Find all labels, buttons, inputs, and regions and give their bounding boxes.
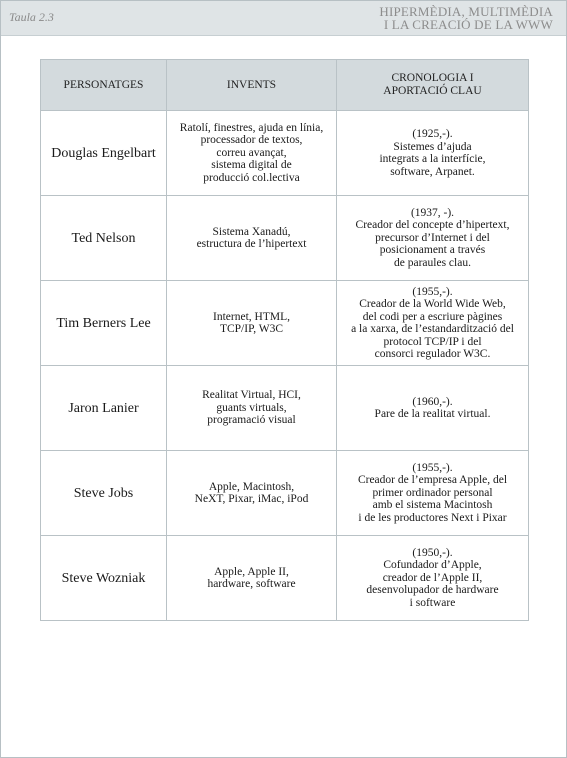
person-name: Steve Jobs <box>41 451 167 536</box>
chronology-cell: (1925,-). Sistemes d’ajuda integrats a la interfície, software, Arpanet. <box>337 111 529 196</box>
person-name: Jaron Lanier <box>41 366 167 451</box>
person-name: Tim Berners Lee <box>41 281 167 366</box>
table-row <box>41 536 529 621</box>
table-header-row <box>41 60 529 111</box>
inventions-cell: Internet, HTML, TCP/IP, W3C <box>167 281 337 366</box>
book-title <box>379 5 553 31</box>
column-header-personatges: PERSONATGES <box>41 60 167 111</box>
person-name: Ted Nelson <box>41 196 167 281</box>
book-title-line-2: I LA CREACIÓ DE LA WWW <box>383 17 553 32</box>
chronology-cell: (1955,-). Creador de l’empresa Apple, del primer ordinador personal amb el sistema Macintosh i de les productores Next i Pixar <box>337 451 529 536</box>
column-header-invents: INVENTS <box>167 60 337 111</box>
person-name: Steve Wozniak <box>41 536 167 621</box>
person-name: Douglas Engelbart <box>41 111 167 196</box>
inventions-cell: Sistema Xanadú, estructura de l’hipertext <box>167 196 337 281</box>
table-row <box>41 196 529 281</box>
chronology-cell: (1960,-). Pare de la realitat virtual. <box>337 366 529 451</box>
inventions-cell: Apple, Apple II, hardware, software <box>167 536 337 621</box>
inventions-cell: Apple, Macintosh, NeXT, Pixar, iMac, iPod <box>167 451 337 536</box>
table-label: Taula 2.3 <box>9 10 54 24</box>
table-row <box>41 451 529 536</box>
page-header <box>1 1 566 36</box>
chronology-cell: (1950,-). Cofundador d’Apple, creador de l’Apple II, desenvolupador de hardware i software <box>337 536 529 621</box>
inventions-cell: Ratolí, finestres, ajuda en línia, processador de textos, correu avançat, sistema digital de producció col.lectiva <box>167 111 337 196</box>
inventions-cell: Realitat Virtual, HCI, guants virtuals, programació visual <box>167 366 337 451</box>
table-row <box>41 111 529 196</box>
table-row <box>41 281 529 366</box>
chronology-cell: (1955,-). Creador de la World Wide Web, del codi per a escriure pàgines a la xarxa, de l’estandardització del protocol TCP/IP i del consorci regulador W3C. <box>337 281 529 366</box>
table-row <box>41 366 529 451</box>
chronology-cell: (1937, -). Creador del concepte d’hipertext, precursor d’Internet i del posicionament a través de paraules clau. <box>337 196 529 281</box>
book-title-line-1: HIPERMÈDIA, MULTIMÈDIA <box>379 4 553 19</box>
inventors-table <box>40 59 529 621</box>
column-header-cronologia: CRONOLOGIA I APORTACIÓ CLAU <box>337 60 529 111</box>
